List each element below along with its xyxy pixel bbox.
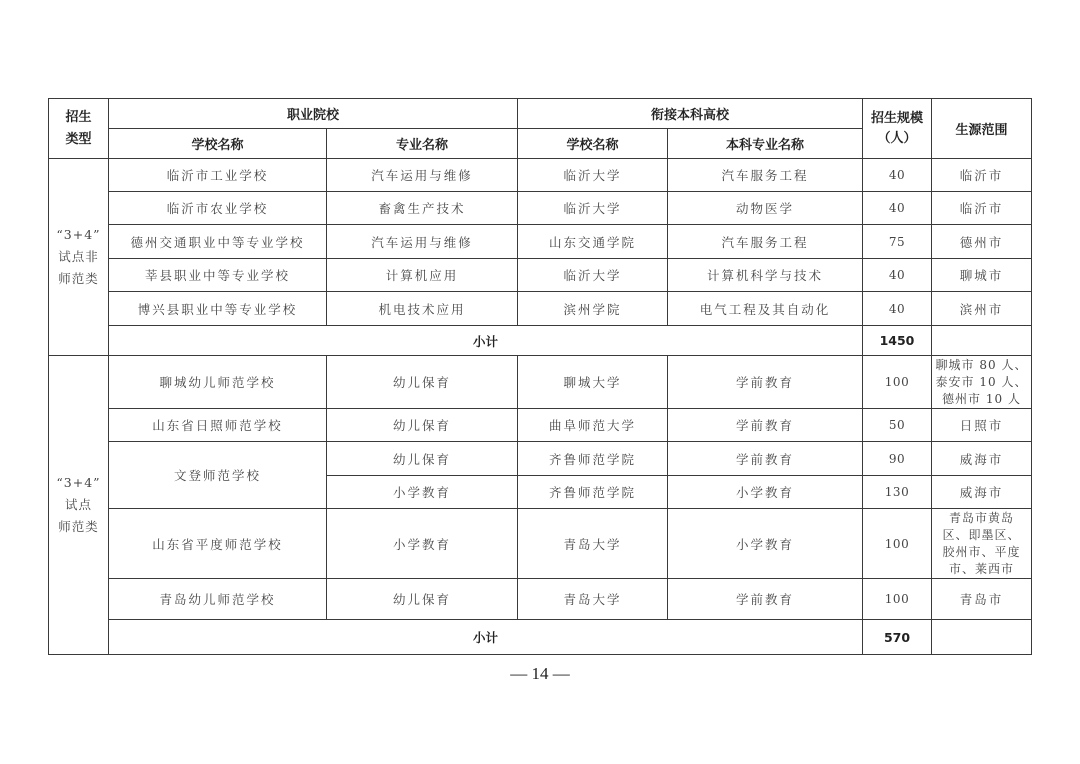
category-line: 试点: [64, 497, 92, 512]
category-line: “3+4”: [56, 227, 101, 242]
category-line: 试点非: [58, 249, 99, 264]
university-major-cell: 学前教育: [668, 579, 863, 620]
enrollment-cell: 40: [863, 159, 932, 192]
vocational-major-cell: 幼儿保育: [327, 579, 518, 620]
vocational-school-cell: 德州交通职业中等专业学校: [109, 225, 327, 259]
vocational-major-cell: 汽车运用与维修: [327, 225, 518, 259]
header-enrollment-line2: （人）: [877, 130, 917, 146]
source-cell: 威海市: [932, 442, 1032, 476]
header-university-school: 学校名称: [518, 129, 668, 159]
vocational-major-cell: 小学教育: [327, 509, 518, 579]
table-row: [49, 356, 1032, 409]
vocational-major-cell: 幼儿保育: [327, 356, 518, 409]
source-cell: 临沂市: [932, 159, 1032, 192]
enrollment-cell: 90: [863, 442, 932, 476]
enrollment-cell: 100: [863, 509, 932, 579]
university-cell: 滨州学院: [518, 292, 668, 326]
table-row: [49, 259, 1032, 292]
category-line: “3+4”: [56, 475, 101, 490]
university-major-cell: 计算机科学与技术: [668, 259, 863, 292]
vocational-school-cell: 临沂市工业学校: [109, 159, 327, 192]
header-vocational-school: 学校名称: [109, 129, 327, 159]
source-cell: [932, 509, 1032, 579]
page-number: — 14 —: [510, 664, 570, 683]
source-cell: 日照市: [932, 409, 1032, 442]
source-cell: 威海市: [932, 476, 1032, 509]
university-major-cell: 电气工程及其自动化: [668, 292, 863, 326]
source-cell: 青岛市: [932, 579, 1032, 620]
enrollment-cell: 100: [863, 579, 932, 620]
category-teacher: [49, 356, 109, 655]
university-major-cell: 汽车服务工程: [668, 159, 863, 192]
source-cell: 德州市: [932, 225, 1032, 259]
header-source: 生源范围: [932, 99, 1032, 159]
source-cell: 聊城市: [932, 259, 1032, 292]
table-row: [49, 225, 1032, 259]
enrollment-cell: 100: [863, 356, 932, 409]
university-cell: 临沂大学: [518, 259, 668, 292]
vocational-major-cell: 计算机应用: [327, 259, 518, 292]
university-cell: 青岛大学: [518, 509, 668, 579]
vocational-school-cell: 文登师范学校: [109, 442, 327, 509]
header-category-line1: 招生: [65, 109, 92, 125]
enrollment-cell: 40: [863, 292, 932, 326]
subtotal-empty-cell: [932, 620, 1032, 655]
university-cell: 聊城大学: [518, 356, 668, 409]
university-cell: 齐鲁师范学院: [518, 442, 668, 476]
subtotal-label: 小计: [109, 326, 863, 356]
university-cell: 曲阜师范大学: [518, 409, 668, 442]
vocational-major-cell: 幼儿保育: [327, 409, 518, 442]
subtotal-empty-cell: [932, 326, 1032, 356]
vocational-major-cell: 小学教育: [327, 476, 518, 509]
source-cell: [932, 356, 1032, 409]
university-cell: 青岛大学: [518, 579, 668, 620]
enrollment-cell: 40: [863, 259, 932, 292]
enrollment-cell: 75: [863, 225, 932, 259]
category-line: 师范类: [58, 519, 99, 534]
header-enrollment: [863, 99, 932, 159]
source-line: 德州市 10 人: [942, 391, 1021, 406]
enrollment-table: [48, 98, 1032, 655]
vocational-school-cell: 聊城幼儿师范学校: [109, 356, 327, 409]
university-major-cell: 学前教育: [668, 409, 863, 442]
enrollment-cell: 40: [863, 192, 932, 225]
subtotal-label: 小计: [109, 620, 863, 655]
vocational-major-cell: 汽车运用与维修: [327, 159, 518, 192]
enrollment-cell: 130: [863, 476, 932, 509]
university-cell: 齐鲁师范学院: [518, 476, 668, 509]
source-cell: 临沂市: [932, 192, 1032, 225]
university-major-cell: 学前教育: [668, 356, 863, 409]
vocational-school-cell: 山东省日照师范学校: [109, 409, 327, 442]
subtotal-value: 1450: [863, 326, 932, 356]
enrollment-cell: 50: [863, 409, 932, 442]
table-row: [49, 579, 1032, 620]
vocational-school-cell: 博兴县职业中等专业学校: [109, 292, 327, 326]
vocational-school-cell: 山东省平度师范学校: [109, 509, 327, 579]
header-vocational-group: 职业院校: [109, 99, 518, 129]
source-line: 青岛市黄岛: [948, 510, 1014, 525]
subtotal-row: [49, 326, 1032, 356]
university-major-cell: 小学教育: [668, 509, 863, 579]
university-major-cell: 动物医学: [668, 192, 863, 225]
university-cell: 临沂大学: [518, 159, 668, 192]
table-row: [49, 192, 1032, 225]
header-category: [49, 99, 109, 159]
university-cell: 山东交通学院: [518, 225, 668, 259]
university-cell: 临沂大学: [518, 192, 668, 225]
university-major-cell: 学前教育: [668, 442, 863, 476]
source-line: 区、即墨区、: [942, 527, 1021, 542]
vocational-school-cell: 青岛幼儿师范学校: [109, 579, 327, 620]
university-major-cell: 小学教育: [668, 476, 863, 509]
source-cell: 滨州市: [932, 292, 1032, 326]
university-major-cell: 汽车服务工程: [668, 225, 863, 259]
vocational-school-cell: 莘县职业中等专业学校: [109, 259, 327, 292]
category-non-teacher: [49, 159, 109, 356]
subtotal-value: 570: [863, 620, 932, 655]
table-row: [49, 409, 1032, 442]
source-line: 胶州市、平度: [942, 544, 1021, 559]
table-row: [49, 159, 1032, 192]
table-row: [49, 292, 1032, 326]
table-row: [49, 509, 1032, 579]
source-line: 泰安市 10 人、: [935, 374, 1028, 389]
vocational-major-cell: 机电技术应用: [327, 292, 518, 326]
vocational-major-cell: 畜禽生产技术: [327, 192, 518, 225]
subtotal-row: [49, 620, 1032, 655]
header-enrollment-line1: 招生规模: [870, 110, 923, 126]
header-university-major: 本科专业名称: [668, 129, 863, 159]
table-row: [49, 442, 1032, 476]
vocational-major-cell: 幼儿保育: [327, 442, 518, 476]
header-university-group: 衔接本科高校: [518, 99, 863, 129]
vocational-school-cell: 临沂市农业学校: [109, 192, 327, 225]
header-vocational-major: 专业名称: [327, 129, 518, 159]
source-line: 聊城市 80 人、: [935, 357, 1028, 372]
source-line: 市、莱西市: [948, 561, 1014, 576]
header-category-line2: 类型: [65, 131, 92, 147]
category-line: 师范类: [58, 271, 99, 286]
